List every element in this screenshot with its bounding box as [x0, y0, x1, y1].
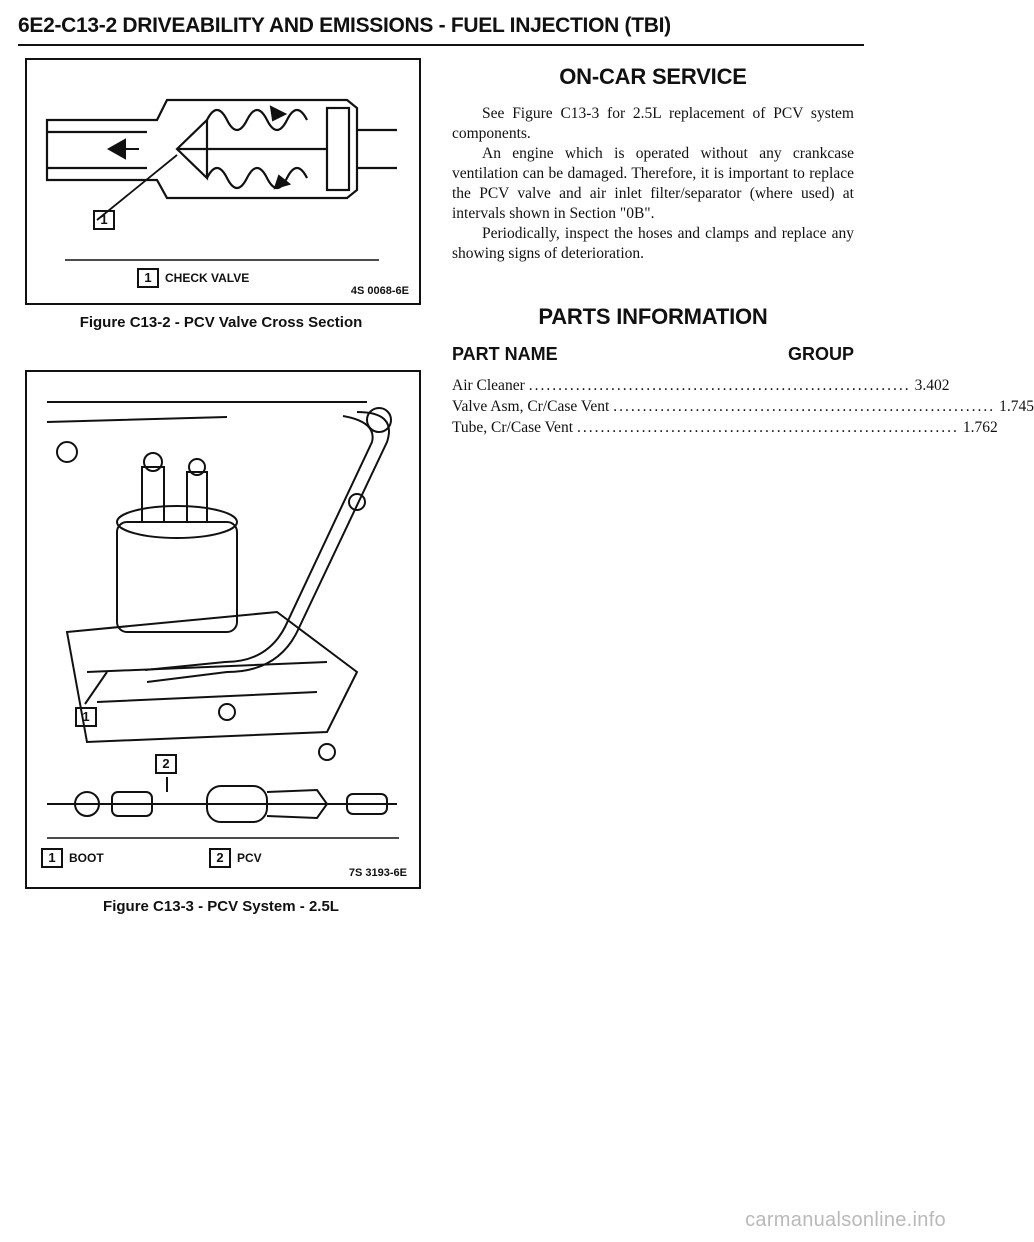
parts-information-section — [452, 304, 1034, 438]
check-valve-callout: 1 CHECK VALVE — [137, 268, 249, 288]
parts-table-header — [452, 344, 854, 365]
figure-pcv-system — [25, 370, 421, 889]
parts-table — [452, 375, 1034, 438]
figure2-id: 7S 3193-6E — [348, 867, 407, 879]
fig2-pcv-inline-callout: 2 — [155, 754, 177, 774]
figure1-id: 4S 0068-6E — [350, 285, 409, 297]
page-header: 6E2-C13-2 DRIVEABILITY AND EMISSIONS - FUEL INJECTION (TBI) — [18, 14, 864, 46]
table-row: Tube, Cr/Case Vent ................................................................. 1.762 — [452, 419, 998, 436]
fig1-inline-callout: 1 — [93, 210, 115, 230]
watermark: carmanualsonline.info — [745, 1209, 946, 1231]
on-car-service-section — [452, 64, 854, 264]
pcv-callout: 2 PCV — [209, 848, 262, 868]
table-row: Valve Asm, Cr/Case Vent ................................................................. 1.745 — [452, 398, 1034, 415]
part-name-column-header: PART NAME — [452, 344, 558, 364]
table-row: Air Cleaner ................................................................. 3.402 — [452, 377, 950, 394]
group-column-header: GROUP — [787, 344, 854, 364]
fig2-boot-inline-callout: 1 — [75, 707, 97, 727]
pcv-valve-drawing — [27, 60, 419, 303]
figure-pcv-valve-cross-section — [25, 58, 421, 305]
on-car-service-heading: ON-CAR SERVICE — [559, 64, 747, 89]
boot-callout: 1 BOOT — [41, 848, 104, 868]
parts-information-heading: PARTS INFORMATION — [538, 304, 768, 329]
on-car-paragraph-3: Periodically, inspect the hoses and clamps and replace any showing signs of deterioration. — [452, 225, 854, 262]
on-car-paragraph-1: See Figure C13-3 for 2.5L replacement of PCV system components. — [452, 105, 854, 142]
on-car-paragraph-2: An engine which is operated without any crankcase ventilation can be damaged. Therefore, it is important to replace the PCV valve and air inlet filter/separator (where used) at intervals shown in Section "0B". — [452, 145, 854, 222]
figure2-caption: Figure C13-3 - PCV System - 2.5L — [103, 898, 339, 915]
figure1-caption: Figure C13-2 - PCV Valve Cross Section — [79, 314, 363, 331]
pcv-system-drawing — [27, 372, 419, 887]
